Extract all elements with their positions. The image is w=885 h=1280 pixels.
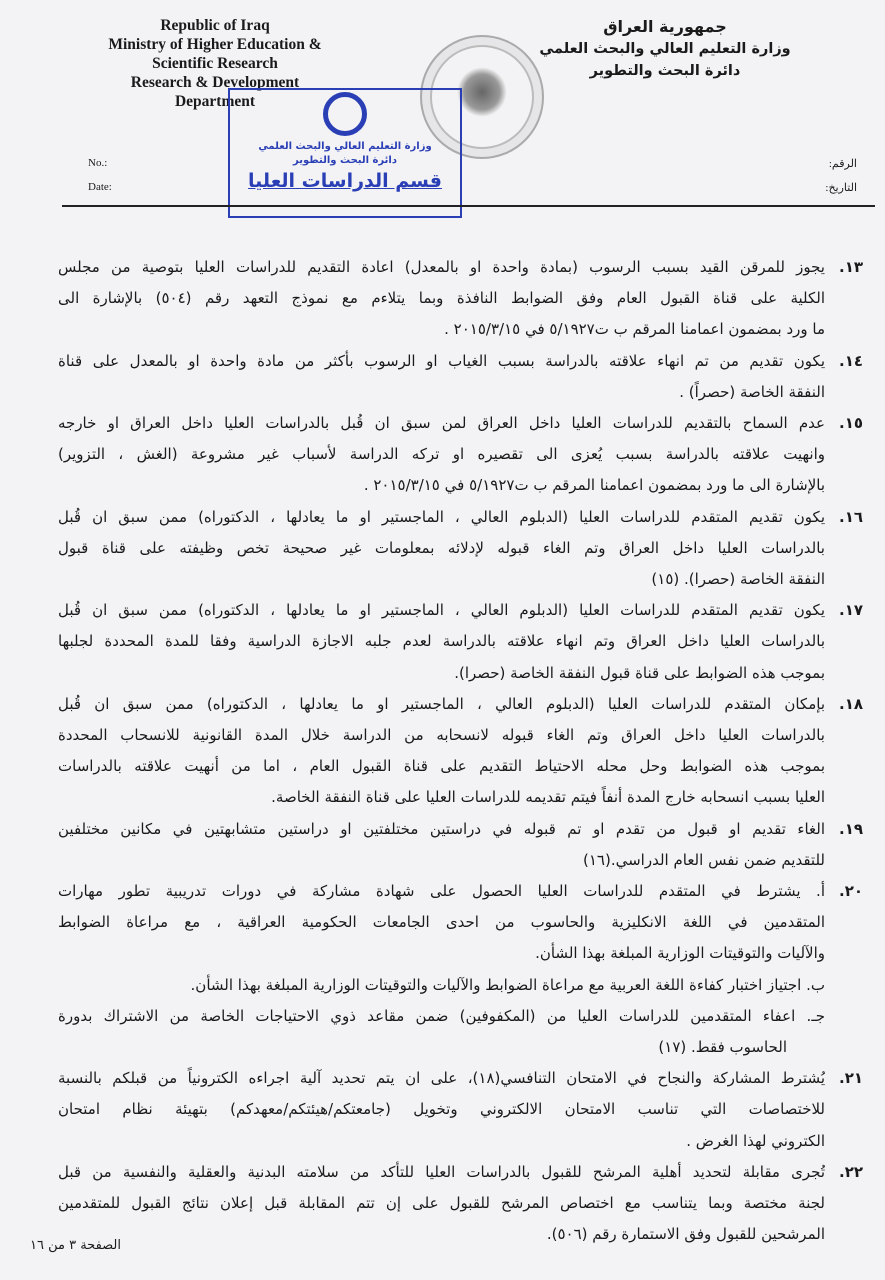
department-en-2: Department	[174, 93, 256, 110]
text-line: يكون تقديم من تم انهاء علاقته بالدراسة بسبب الغياب او الرسوب بأكثر من مادة واحدة او بالمعدل على قناة	[58, 351, 825, 370]
stamp-line: قسم الدراسات العليا	[248, 170, 442, 192]
item-number: ٢٠.	[838, 882, 863, 901]
text-line: يكون تقديم المتقدم للدراسات العليا (الدبلوم العالي ، الماجستير او ما يعادلها ، الدكتوراه) ممن سبق ان قُبل	[58, 507, 825, 526]
number-label-ar: الرقم:	[828, 158, 857, 170]
republic-ar: جمهورية العراق	[603, 17, 727, 36]
text-line: العليا بسبب انسحابه خارج المدة أنفاً فيتم تقديمه للدراسات العليا على قناة النفقة الخاصة.	[271, 788, 825, 807]
stamp-logo-icon	[323, 92, 367, 136]
document-body	[58, 252, 863, 1251]
arabic-letterhead	[505, 16, 825, 82]
page-number: الصفحة ٣ من ١٦	[30, 1238, 121, 1253]
list-item	[58, 595, 863, 689]
text-line: أ. يشترط في المتقدم للدراسات العليا الحصول على شهادة مشاركة في دورات تدريبية تطور مهارات	[58, 882, 825, 901]
text-line: يكون تقديم المتقدم للدراسات العليا (الدبلوم العالي ، الماجستير او ما يعادلها ، الدكتوراه) ممن سبق ان قُبل	[58, 601, 825, 620]
text-line: لجنة مختصة وبما يتناسب مع اختصاص المرشح للقبول على إن تتم المقابلة قبل إعلان نتائج القبول للمتقدمين	[58, 1194, 825, 1213]
text-line: يُشترط المشاركة والنجاح في الامتحان التنافسي(١٨)، على ان يتم تحديد آلية اجراءه الكترونياً من قبلكم بالنسبة	[58, 1069, 825, 1088]
item-number: ١٥.	[838, 414, 863, 433]
date-label: Date:	[88, 181, 112, 193]
department-ar: دائرة البحث والتطوير	[589, 63, 741, 79]
text-line: للاختصاصات التي تناسب الامتحان الالكتروني وتخويل (جامعتكم/هيئتكم/معهدكم) بتهيئة نظام امتحان	[58, 1100, 825, 1119]
text-line: المتقدمين في اللغة الانكليزية والحاسوب من احدى الجامعات الحكومية العراقية ، مع مراعاة الضوابط	[58, 913, 825, 932]
sub-item	[58, 1001, 863, 1032]
list-item	[58, 876, 863, 970]
text-line: بموجب هذه الضوابط على قناة قبول النفقة الخاصة (حصرا).	[454, 663, 825, 682]
item-number: ٢٢.	[838, 1162, 863, 1181]
list-item	[58, 814, 863, 876]
list-item	[58, 689, 863, 814]
sub-item-line: جـ. اعفاء المتقدمين للدراسات العليا من (المكفوفين) ضمن مقاعد ذوي الاحتياجات الخاصة من الاشتراك بدورة	[58, 1006, 825, 1025]
list-item	[58, 252, 863, 346]
sub-item	[58, 1032, 863, 1063]
text-line: بإمكان المتقدم للدراسات العليا (الدبلوم العالي ، الماجستير او ما يعادلها ، الدكتوراه) ممن سبق ان قُبل	[58, 694, 825, 713]
department-stamp	[228, 88, 462, 218]
text-line: وانهيت علاقته بالدراسة بسبب يُعزى الى تقصيره او تركه الدراسة لأسباب غير مشروعة (الغش ، التزوير)	[58, 445, 825, 464]
header-divider	[62, 205, 875, 207]
item-number: ١٩.	[838, 819, 863, 838]
text-line: ما ورد بمضمون اعمامنا المرقم ب ت٥/١٩٢٧ في ٢٠١٥/٣/١٥ .	[444, 320, 825, 339]
text-line: يجوز للمرقن القيد بسبب الرسوب (بمادة واحدة او بالمعدل) اعادة التقديم للدراسات العليا بتوصية من مجلس	[58, 258, 825, 276]
republic-en: Republic of Iraq	[160, 17, 270, 34]
text-line: عدم السماح بالتقديم للدراسات العليا داخل العراق لمن سبق ان قُبل بالدراسات العليا داخل العراق او خارجه	[58, 414, 825, 433]
item-number: ١٨.	[838, 694, 863, 713]
ministry-en: Ministry of Higher Education &	[108, 36, 322, 53]
list-item	[58, 1157, 863, 1251]
number-label: No.:	[88, 157, 108, 169]
sub-item-line: ب. اجتياز اختبار كفاءة اللغة العربية مع مراعاة الضوابط والآليات والتوقيتات الوزارية المبلغة بهذا الشأن.	[190, 975, 825, 994]
text-line: المرشحين للقبول وفق الاستمارة رقم (٥٠٦).	[546, 1225, 825, 1244]
text-line: الكتروني لهذا الغرض .	[686, 1131, 825, 1150]
stamp-line: دائرة البحث والتطوير	[293, 155, 397, 166]
item-number: ١٤.	[838, 351, 863, 370]
text-line: بالدراسات العليا داخل العراق وتم الغاء قبوله لانسحابه من الدراسة خلال المدة القانونية للانسحاب المحددة	[58, 726, 825, 745]
date-label-ar: التاريخ:	[825, 182, 857, 194]
list-item	[58, 408, 863, 502]
list-item	[58, 1063, 863, 1157]
department-en: Research & Development	[130, 74, 300, 91]
text-line: الكلية على قناة القبول العام وفق الضوابط النافذة وبما يتلاءم مع نموذج التعهد رقم (٥٠٤) بالإشارة الى	[58, 289, 825, 308]
item-number: ١٦.	[838, 507, 863, 526]
item-number: ٢١.	[838, 1069, 863, 1088]
stamp-line: وزارة التعليم العالي والبحث العلمي	[258, 141, 432, 152]
text-line: النفقة الخاصة (حصرا). (١٥)	[651, 570, 825, 589]
ministry-en-2: Scientific Research	[152, 55, 278, 72]
sub-item	[58, 970, 863, 1001]
text-line: بالإشارة الى ما ورد بمضمون اعمامنا المرقم ب ت٥/١٩٢٧ في ٢٠١٥/٣/١٥ .	[363, 476, 825, 495]
text-line: بالدراسات العليا داخل العراق وتم انهاء علاقته بالدراسة لعدم جلبه الاجازة الدراسية وفقا للمدة المحددة لجلبها	[58, 632, 825, 651]
text-line: بموجب هذه الضوابط وحل محله الاحتياط التقديم على قناة القبول العام ، اما من أنهيت علاقته بالدراسات	[58, 757, 825, 776]
sub-item-line: الحاسوب فقط. (١٧)	[658, 1038, 787, 1057]
item-number: ١٧.	[838, 601, 863, 620]
ministry-ar: وزارة التعليم العالي والبحث العلمي	[539, 41, 791, 57]
list-item	[58, 502, 863, 596]
text-line: تُجرى مقابلة لتحديد أهلية المرشح للقبول بالدراسات العليا للتأكد من سلامته البدنية والعقلية والنفسية من قبل	[58, 1162, 825, 1181]
text-line: الغاء تقديم او قبول من تقدم او تم قبوله في دراستين مختلفتين او دراستين متشابهتين في مكانين مختلفين	[58, 819, 825, 838]
list-item	[58, 346, 863, 408]
text-line: للتقديم ضمن نفس العام الدراسي.(١٦)	[583, 850, 825, 869]
item-number: ١٣.	[838, 258, 863, 276]
text-line: والآليات والتوقيتات الوزارية المبلغة بهذا الشأن.	[535, 944, 825, 963]
text-line: النفقة الخاصة (حصراً) .	[679, 382, 825, 401]
text-line: بالدراسات العليا داخل العراق وتم الغاء قبوله لإدلائه بمعلومات غير صحيحة تخص وظيفته على قناة قبول	[58, 538, 825, 557]
